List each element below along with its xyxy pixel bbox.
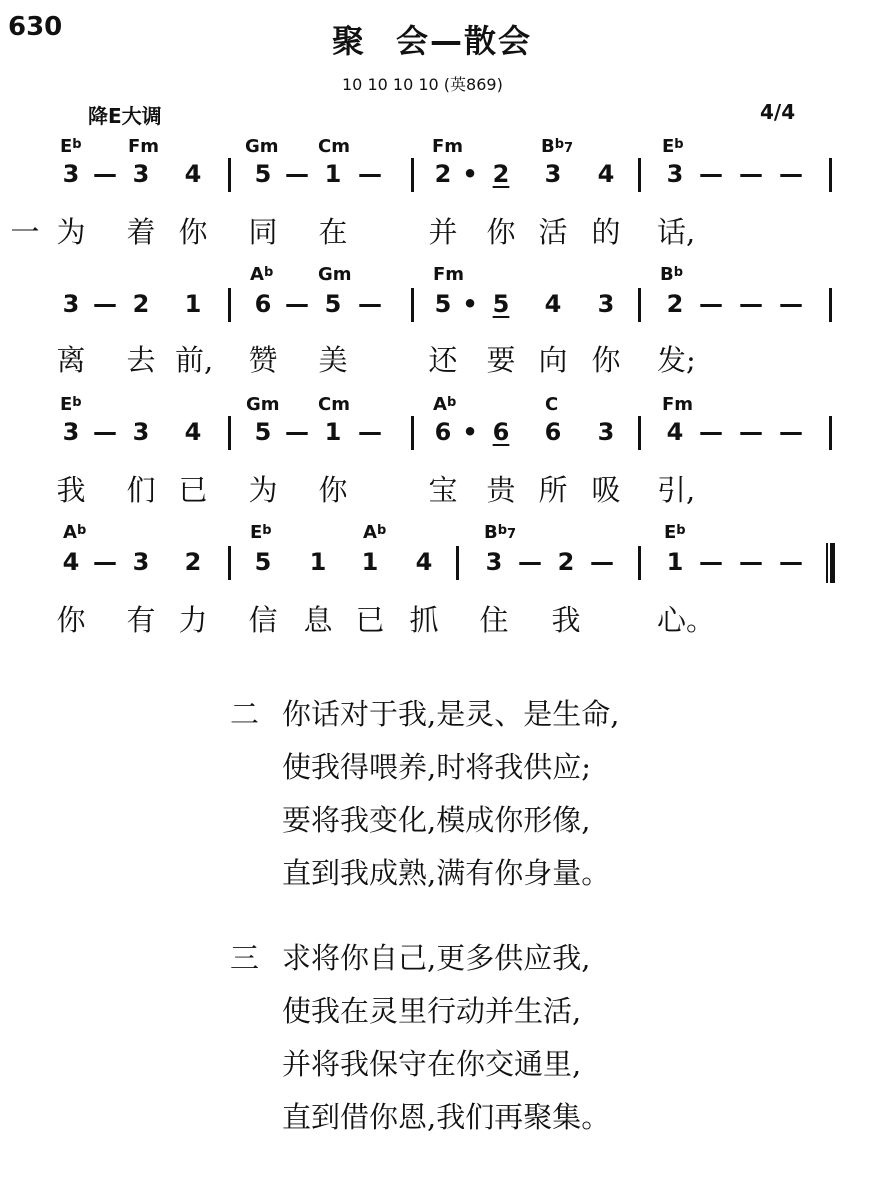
barline [228,416,231,450]
barline [638,546,641,580]
lyric-syllable: 已 [355,603,385,637]
note-number: 6 [544,418,562,446]
hymn-subtitle: —散会 [430,22,533,60]
chord-root: Cm [318,394,350,415]
chord-root: Gm [246,394,280,415]
barline [638,288,641,322]
barline [638,158,641,192]
note-number: 3 [544,160,562,188]
verse-line: 求将你自己,更多供应我, [282,941,591,975]
note-number: 6 [434,418,452,446]
note-number: 3 [132,548,150,576]
chord-root: Fm [432,136,464,157]
note-number: 5 [434,290,452,318]
chord-root: A [433,394,447,415]
note-number: 1 [309,548,327,576]
lyric-syllable: 息 [303,603,333,637]
barline [638,416,641,450]
dash-extension: — [779,418,803,446]
chord-root: E [60,394,73,415]
dash-extension: — [779,548,803,576]
note-number: 5 [254,160,272,188]
note-number: 3 [597,418,615,446]
chord-symbol [545,394,558,415]
chord-symbol [318,136,350,157]
verse-line: 使我得喂养,时将我供应; [282,750,591,784]
lyric-syllable: 引, [657,473,696,507]
chord-symbol [484,522,516,543]
lyric-syllable: 一 [10,215,40,249]
chord-symbol [664,522,686,543]
dot-rhythm: • [462,418,478,446]
barline [228,288,231,322]
verse-line: 并将我保守在你交通里, [282,1047,582,1081]
note-number: 4 [184,418,202,446]
flat-sign: b [72,395,82,410]
lyric-syllable: 我 [551,603,581,637]
dash-extension: — [285,290,309,318]
barline [228,158,231,192]
note-number: 4 [62,548,80,576]
verse-line: 直到我成熟,满有你身量。 [282,856,611,890]
lyric-syllable: 力 [178,603,208,637]
dash-extension: — [739,290,763,318]
dash-extension: — [93,160,117,188]
dash-extension: — [699,160,723,188]
lyric-syllable: 离 [56,343,86,377]
lyric-syllable: 的 [591,215,621,249]
flat-sign: b [676,523,686,538]
note-number: 3 [62,160,80,188]
lyric-syllable: 为 [56,215,86,249]
dash-extension: — [93,290,117,318]
lyric-syllable: 话, [657,215,696,249]
note-number: 1 [324,418,342,446]
chord-symbol [433,264,464,285]
dash-extension: — [518,548,542,576]
flat-sign: b [263,265,274,280]
dash-extension: — [739,160,763,188]
chord-root: E [662,136,675,157]
chord-symbol [318,394,350,415]
chord-root: E [60,136,73,157]
lyric-syllable: 美 [318,343,348,377]
chord-root: B [660,264,674,285]
chord-root: C [545,394,559,415]
note-number: 4 [184,160,202,188]
chord-symbol [128,136,159,157]
note-number: 1 [666,548,684,576]
verse-number: 三 [230,941,260,975]
dash-extension: — [590,548,614,576]
note-number: 2 [132,290,150,318]
note-number: 6 [492,418,510,446]
barline [456,546,459,580]
note-number: 2 [434,160,452,188]
lyric-syllable: 同 [248,215,278,249]
lyric-syllable: 已 [178,473,208,507]
hymn-title-part: 聚 [332,22,367,60]
lyric-syllable: 前, [175,343,214,377]
dash-extension: — [699,548,723,576]
dash-extension: — [93,548,117,576]
chord-root: Fm [433,264,465,285]
chord-symbol [60,394,82,415]
meter-label: 10 10 10 10 (英869) [342,75,503,94]
lyric-syllable: 向 [538,343,568,377]
note-number: 4 [415,548,433,576]
note-number: 3 [666,160,684,188]
chord-root: Fm [128,136,160,157]
dash-extension: — [779,160,803,188]
barline [411,158,414,192]
chord-symbol [363,522,386,543]
barline [829,158,832,192]
note-number: 3 [597,290,615,318]
lyric-syllable: 你 [591,343,621,377]
lyric-syllable: 要 [486,343,516,377]
note-number: 5 [254,548,272,576]
note-number: 5 [254,418,272,446]
flat-sign: b [673,265,684,280]
chord-symbol [660,264,683,285]
note-number: 4 [597,160,615,188]
lyric-syllable: 发; [657,343,696,377]
lyric-syllable: 住 [479,603,509,637]
flat-sign: b [446,395,457,410]
flat-sign: b [674,137,684,152]
note-number: 4 [544,290,562,318]
lyric-syllable: 在 [318,215,348,249]
note-number: 5 [324,290,342,318]
lyric-syllable: 宝 [428,473,458,507]
dash-extension: — [285,160,309,188]
chord-symbol [250,264,273,285]
chord-symbol [245,136,279,157]
chord-root: Cm [318,136,350,157]
hymn-title [332,16,532,62]
verse-line: 你话对于我,是灵、是生命, [282,697,620,731]
note-number: 1 [184,290,202,318]
chord-root: B [484,522,498,543]
chord-root: A [363,522,377,543]
note-number: 3 [132,160,150,188]
dash-extension: — [779,290,803,318]
note-number: 3 [132,418,150,446]
dash-extension: — [358,418,382,446]
note-number: 1 [324,160,342,188]
note-number: 5 [492,290,510,318]
lyric-syllable: 我 [56,473,86,507]
note-number: 1 [361,548,379,576]
lyric-syllable: 吸 [591,473,621,507]
dash-extension: — [739,418,763,446]
chord-symbol [662,136,684,157]
dash-extension: — [358,290,382,318]
lyric-syllable: 有 [126,603,156,637]
verse-number: 二 [230,697,260,731]
lyric-syllable: 着 [126,215,156,249]
lyric-syllable: 所 [538,473,568,507]
chord-root: Gm [318,264,352,285]
lyric-syllable: 你 [56,603,86,637]
chord-root: E [250,522,263,543]
note-number: 3 [62,290,80,318]
flat-sign: b [497,523,508,538]
dot-rhythm: • [462,160,478,188]
chord-root: Gm [245,136,279,157]
chord-symbol [432,136,463,157]
lyric-syllable: 并 [428,215,458,249]
lyric-syllable: 去 [126,343,156,377]
barline [228,546,231,580]
hymn-number: 630 [8,12,63,42]
chord-symbol [541,136,573,157]
chord-root: A [63,522,77,543]
chord-symbol [60,136,82,157]
barline [411,288,414,322]
lyric-syllable: 活 [538,215,568,249]
verse-line: 要将我变化,模成你形像, [282,803,591,837]
dash-extension: — [699,290,723,318]
lyric-syllable: 你 [486,215,516,249]
lyric-syllable: 抓 [409,603,439,637]
chord-root: E [664,522,677,543]
time-signature: 4/4 [760,100,796,124]
barline [829,416,832,450]
chord-symbol [318,264,352,285]
lyric-syllable: 赞 [248,343,278,377]
dash-extension: — [93,418,117,446]
note-number: 2 [184,548,202,576]
chord-symbol [63,522,86,543]
dash-extension: — [358,160,382,188]
lyric-syllable: 贵 [486,473,516,507]
chord-symbol [662,394,693,415]
chord-root: A [250,264,264,285]
verse-line: 使我在灵里行动并生活, [282,994,582,1028]
lyric-syllable: 你 [318,473,348,507]
verse-line: 直到借你恩,我们再聚集。 [282,1100,611,1134]
chord-symbol [433,394,456,415]
dash-extension: — [699,418,723,446]
flat-sign: b [554,137,565,152]
key-signature: 降E大调 [88,104,162,128]
chord-symbol [246,394,280,415]
lyric-syllable: 为 [248,473,278,507]
barline [829,288,832,322]
chord-symbol [250,522,272,543]
lyric-syllable: 心。 [657,603,716,637]
flat-sign: b [376,523,387,538]
dot-rhythm: • [462,290,478,318]
note-number: 2 [492,160,510,188]
note-number: 6 [254,290,272,318]
lyric-syllable: 们 [126,473,156,507]
note-number: 3 [485,548,503,576]
chord-extension: 7 [507,527,517,542]
lyric-syllable: 信 [248,603,278,637]
note-number: 2 [557,548,575,576]
flat-sign: b [72,137,82,152]
barline [411,416,414,450]
flat-sign: b [262,523,272,538]
note-number: 4 [666,418,684,446]
lyric-syllable: 还 [428,343,458,377]
flat-sign: b [76,523,87,538]
hymn-title-part: 会 [396,22,431,60]
lyric-syllable: 你 [178,215,208,249]
note-number: 2 [666,290,684,318]
chord-extension: 7 [564,141,574,156]
dash-extension: — [739,548,763,576]
dash-extension: — [285,418,309,446]
chord-root: Fm [662,394,694,415]
note-number: 3 [62,418,80,446]
final-double-barline [826,543,835,583]
chord-root: B [541,136,555,157]
